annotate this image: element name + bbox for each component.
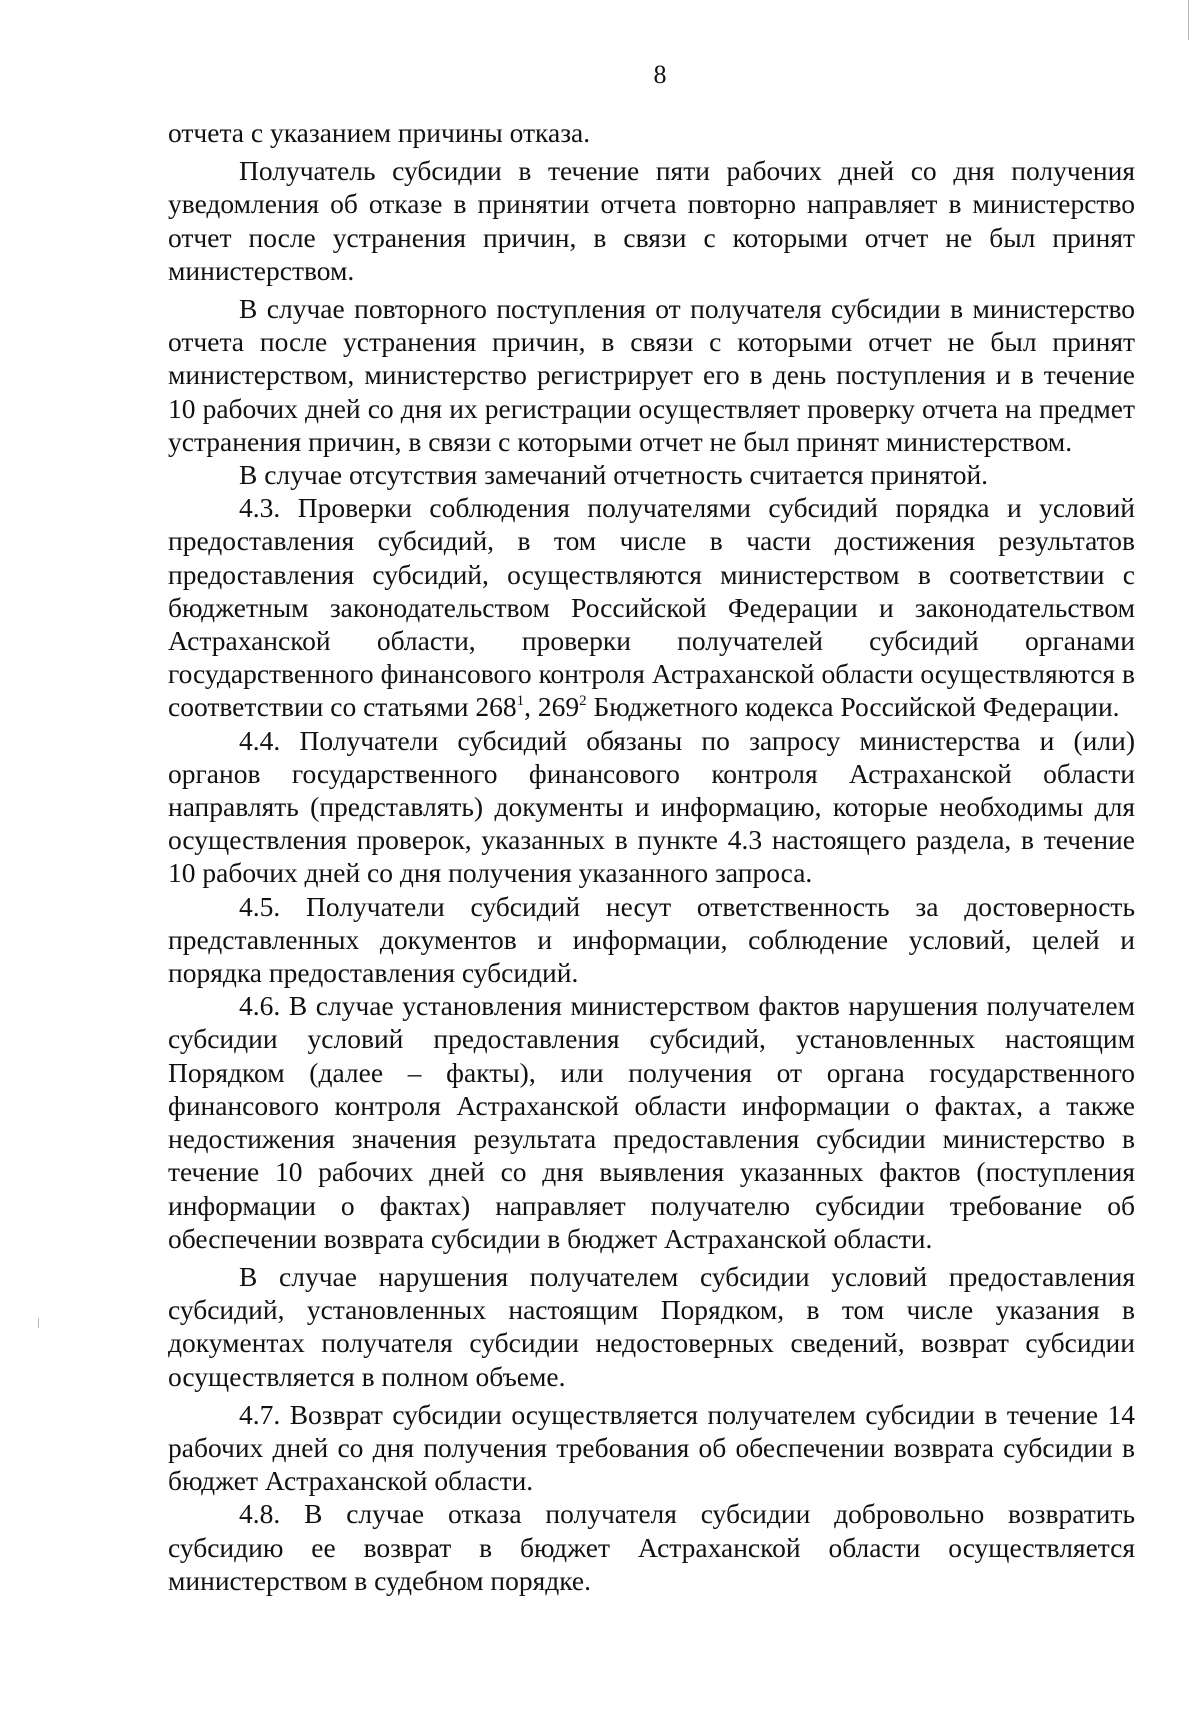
paragraph-4-4: 4.4. Получатели субсидий обязаны по запросу министерства и (или) органов государственного финансового контроля Астраханской области направлять (представлять) документы и информацию, которые необходимы для осуществления проверок, указанных в пункте 4.3 настоящего раздела, в течение 10 рабочих дней со дня получения указанного запроса.: [168, 724, 1135, 889]
scan-artifact: [1188, 0, 1189, 40]
paragraph-4-6: 4.6. В случае установления министерством фактов нарушения получателем субсидии условий предоставления субсидий, установленных настоящим Порядком (далее – факты), или получения от органа государственного финансового контроля Астраханской области информации о фактах, а также недостижения значения результата предоставления субсидии министерство в течение 10 рабочих дней со дня выявления указанных фактов (поступления информации о фактах) направляет получателю субсидии требование об обеспечении возврата субсидии в бюджет Астраханской области.: [168, 990, 1135, 1254]
page-number: 8: [653, 60, 667, 89]
paragraph-4-7: 4.7. Возврат субсидии осуществляется получателем субсидии в течение 14 рабочих дней со дня получения требования об обеспечении возврата субсидии в бюджет Астраханской области.: [168, 1398, 1135, 1497]
paragraph-text: , 269: [524, 691, 580, 723]
paragraph: Получатель субсидии в течение пяти рабочих дней со дня получения уведомления об отказе в принятии отчета повторно направляет в министерство отчет после устранения причин, в связи с которыми отчет не был принят министерством.: [168, 155, 1135, 286]
paragraph: отчета с указанием причины отказа.: [168, 117, 591, 148]
paragraph-4-3: [168, 491, 1135, 723]
document-body: [168, 116, 1135, 1597]
paragraph-4-8: 4.8. В случае отказа получателя субсидии добровольно возвратить субсидию ее возврат в бюджет Астраханской области осуществляется министерством в судебном порядке.: [168, 1498, 1135, 1596]
scan-artifact: [38, 1318, 39, 1328]
paragraph-4-5: 4.5. Получатели субсидий несут ответственность за достоверность представленных документов и информации, соблюдение условий, целей и порядка предоставления субсидий.: [168, 890, 1135, 989]
superscript: 1: [516, 693, 525, 710]
superscript: 2: [579, 693, 587, 710]
paragraph: В случае нарушения получателем субсидии условий предоставления субсидий, установленных настоящим Порядком, в том числе указания в документах получателя субсидии недостоверных сведений, возврат субсидии осуществляется в полном объеме.: [168, 1260, 1135, 1392]
paragraph: В случае повторного поступления от получателя субсидии в министерство отчета после устранения причин, в связи с которыми отчет не был принят министерством, министерство регистрирует его в день поступления и в течение 10 рабочих дней со дня их регистрации осуществляет проверку отчета на предмет устранения причин, в связи с которыми отчет не был принят министерством.: [168, 293, 1135, 457]
paragraph-text: Бюджетного кодекса Российской Федерации.: [586, 691, 1120, 723]
paragraph-text: 4.3. Проверки соблюдения получателями субсидий порядка и условий предоставления субсидий, в том числе в части достижения результатов предоставления субсидий, осуществляются министерством в соответствии с бюджетным законодательством Российской Федерации и законодательством Астраханской области, проверки получателей субсидий органами государственного финансового контроля Астраханской области осуществляются в соответствии со статьями 268: [168, 492, 1135, 723]
paragraph: В случае отсутствия замечаний отчетность считается принятой.: [239, 459, 989, 491]
